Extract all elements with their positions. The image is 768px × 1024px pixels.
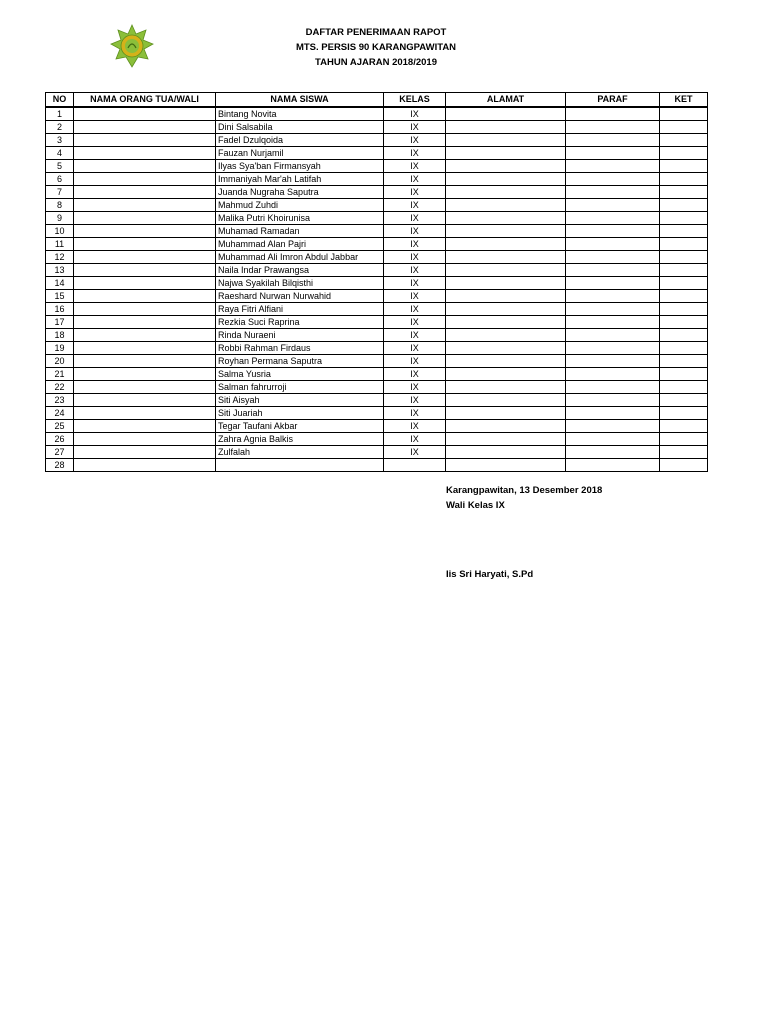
cell-student-name: Immaniyah Mar'ah Latifah: [216, 173, 384, 186]
cell-class: IX: [384, 303, 446, 316]
cell-parent-name: [74, 329, 216, 342]
cell-no: 19: [46, 342, 74, 355]
table-row: [46, 355, 708, 368]
cell-no: 18: [46, 329, 74, 342]
cell-signature: [566, 212, 660, 225]
cell-no: 12: [46, 251, 74, 264]
cell-no: 7: [46, 186, 74, 199]
cell-notes: [660, 290, 708, 303]
cell-parent-name: [74, 107, 216, 121]
cell-class: IX: [384, 173, 446, 186]
cell-signature: [566, 446, 660, 459]
cell-student-name: Tegar Taufani Akbar: [216, 420, 384, 433]
cell-student-name: Rinda Nuraeni: [216, 329, 384, 342]
cell-address: [446, 251, 566, 264]
cell-no: 5: [46, 160, 74, 173]
cell-notes: [660, 368, 708, 381]
cell-signature: [566, 186, 660, 199]
cell-signature: [566, 303, 660, 316]
cell-parent-name: [74, 394, 216, 407]
table-row: [46, 368, 708, 381]
cell-class: IX: [384, 290, 446, 303]
table-row: [46, 420, 708, 433]
cell-no: 26: [46, 433, 74, 446]
cell-class: IX: [384, 446, 446, 459]
cell-student-name: [216, 459, 384, 472]
cell-no: 17: [46, 316, 74, 329]
cell-class: IX: [384, 199, 446, 212]
cell-class: IX: [384, 147, 446, 160]
cell-no: 3: [46, 134, 74, 147]
cell-student-name: Royhan Permana Saputra: [216, 355, 384, 368]
cell-no: 4: [46, 147, 74, 160]
cell-address: [446, 355, 566, 368]
cell-address: [446, 407, 566, 420]
cell-no: 11: [46, 238, 74, 251]
column-header-no: NO: [46, 93, 74, 108]
cell-parent-name: [74, 303, 216, 316]
cell-class: [384, 459, 446, 472]
cell-parent-name: [74, 121, 216, 134]
table-row: [46, 107, 708, 121]
column-header-parent: NAMA ORANG TUA/WALI: [74, 93, 216, 108]
cell-student-name: Fadel Dzulqoida: [216, 134, 384, 147]
cell-class: IX: [384, 225, 446, 238]
cell-parent-name: [74, 186, 216, 199]
signature-name: Iis Sri Haryati, S.Pd: [446, 569, 534, 580]
cell-parent-name: [74, 316, 216, 329]
cell-student-name: Fauzan Nurjamil: [216, 147, 384, 160]
cell-parent-name: [74, 238, 216, 251]
cell-no: 23: [46, 394, 74, 407]
cell-no: 2: [46, 121, 74, 134]
cell-no: 10: [46, 225, 74, 238]
column-header-signature: PARAF: [566, 93, 660, 108]
cell-parent-name: [74, 446, 216, 459]
cell-parent-name: [74, 264, 216, 277]
cell-class: IX: [384, 433, 446, 446]
cell-no: 6: [46, 173, 74, 186]
cell-parent-name: [74, 160, 216, 173]
column-header-notes: KET: [660, 93, 708, 108]
cell-no: 28: [46, 459, 74, 472]
cell-student-name: Muhammad Alan Pajri: [216, 238, 384, 251]
cell-signature: [566, 368, 660, 381]
column-header-student: NAMA SISWA: [216, 93, 384, 108]
cell-class: IX: [384, 316, 446, 329]
cell-notes: [660, 394, 708, 407]
cell-address: [446, 368, 566, 381]
cell-class: IX: [384, 134, 446, 147]
cell-class: IX: [384, 121, 446, 134]
cell-notes: [660, 329, 708, 342]
table-row: [46, 446, 708, 459]
cell-signature: [566, 355, 660, 368]
table-row: [46, 173, 708, 186]
cell-class: IX: [384, 394, 446, 407]
cell-address: [446, 433, 566, 446]
table-row: [46, 459, 708, 472]
cell-notes: [660, 121, 708, 134]
cell-student-name: Robbi Rahman Firdaus: [216, 342, 384, 355]
cell-address: [446, 316, 566, 329]
cell-parent-name: [74, 290, 216, 303]
cell-address: [446, 394, 566, 407]
document-header: [276, 25, 476, 70]
table-row: [46, 199, 708, 212]
cell-student-name: Zulfalah: [216, 446, 384, 459]
table-row: [46, 238, 708, 251]
cell-no: 20: [46, 355, 74, 368]
cell-student-name: Najwa Syakilah Bilqisthi: [216, 277, 384, 290]
cell-parent-name: [74, 342, 216, 355]
cell-no: 16: [46, 303, 74, 316]
cell-address: [446, 264, 566, 277]
cell-notes: [660, 212, 708, 225]
cell-class: IX: [384, 277, 446, 290]
cell-no: 24: [46, 407, 74, 420]
cell-notes: [660, 160, 708, 173]
cell-notes: [660, 381, 708, 394]
cell-no: 9: [46, 212, 74, 225]
cell-student-name: Dini Salsabila: [216, 121, 384, 134]
cell-address: [446, 446, 566, 459]
cell-signature: [566, 173, 660, 186]
cell-class: IX: [384, 368, 446, 381]
cell-notes: [660, 420, 708, 433]
cell-notes: [660, 238, 708, 251]
cell-address: [446, 160, 566, 173]
cell-student-name: Bintang Novita: [216, 107, 384, 121]
cell-student-name: Salman fahrurroji: [216, 381, 384, 394]
cell-parent-name: [74, 433, 216, 446]
cell-parent-name: [74, 212, 216, 225]
cell-parent-name: [74, 277, 216, 290]
cell-address: [446, 225, 566, 238]
cell-notes: [660, 186, 708, 199]
table-row: [46, 381, 708, 394]
cell-parent-name: [74, 381, 216, 394]
cell-address: [446, 381, 566, 394]
cell-notes: [660, 355, 708, 368]
school-name: MTS. PERSIS 90 KARANGPAWITAN: [295, 42, 457, 53]
cell-address: [446, 290, 566, 303]
cell-student-name: Salma Yusria: [216, 368, 384, 381]
cell-class: IX: [384, 264, 446, 277]
cell-student-name: Raya Fitri Alfiani: [216, 303, 384, 316]
cell-signature: [566, 381, 660, 394]
cell-notes: [660, 173, 708, 186]
cell-address: [446, 134, 566, 147]
cell-parent-name: [74, 173, 216, 186]
cell-address: [446, 420, 566, 433]
cell-address: [446, 238, 566, 251]
cell-signature: [566, 277, 660, 290]
cell-notes: [660, 134, 708, 147]
cell-signature: [566, 342, 660, 355]
table-row: [46, 329, 708, 342]
cell-class: IX: [384, 186, 446, 199]
cell-class: IX: [384, 107, 446, 121]
cell-signature: [566, 316, 660, 329]
cell-notes: [660, 225, 708, 238]
cell-class: IX: [384, 212, 446, 225]
report-receipt-table: [45, 92, 708, 472]
cell-student-name: Malika Putri Khoirunisa: [216, 212, 384, 225]
signature-place-date: Karangpawitan, 13 Desember 2018: [446, 485, 603, 496]
cell-notes: [660, 316, 708, 329]
cell-class: IX: [384, 420, 446, 433]
table-row: [46, 147, 708, 160]
cell-signature: [566, 225, 660, 238]
signature-role: Wali Kelas IX: [446, 500, 505, 511]
table-row: [46, 290, 708, 303]
cell-parent-name: [74, 368, 216, 381]
column-header-class: KELAS: [384, 93, 446, 108]
cell-no: 27: [46, 446, 74, 459]
table-row: [46, 264, 708, 277]
cell-class: IX: [384, 160, 446, 173]
cell-notes: [660, 303, 708, 316]
cell-parent-name: [74, 251, 216, 264]
table-row: [46, 186, 708, 199]
cell-class: IX: [384, 342, 446, 355]
cell-class: IX: [384, 238, 446, 251]
cell-no: 21: [46, 368, 74, 381]
cell-signature: [566, 160, 660, 173]
cell-notes: [660, 407, 708, 420]
academic-year: TAHUN AJARAN 2018/2019: [315, 57, 437, 68]
cell-signature: [566, 147, 660, 160]
cell-notes: [660, 433, 708, 446]
table-row: [46, 212, 708, 225]
cell-student-name: Mahmud Zuhdi: [216, 199, 384, 212]
cell-parent-name: [74, 147, 216, 160]
table-row: [46, 394, 708, 407]
cell-signature: [566, 394, 660, 407]
cell-signature: [566, 199, 660, 212]
table-row: [46, 251, 708, 264]
table-row: [46, 160, 708, 173]
table-row: [46, 134, 708, 147]
cell-address: [446, 186, 566, 199]
cell-address: [446, 277, 566, 290]
cell-notes: [660, 459, 708, 472]
cell-parent-name: [74, 459, 216, 472]
table-row: [46, 342, 708, 355]
cell-signature: [566, 459, 660, 472]
cell-no: 13: [46, 264, 74, 277]
cell-address: [446, 147, 566, 160]
table-body: [46, 107, 708, 472]
table-row: [46, 277, 708, 290]
cell-notes: [660, 199, 708, 212]
cell-no: 25: [46, 420, 74, 433]
cell-student-name: Muhamad Ramadan: [216, 225, 384, 238]
cell-no: 8: [46, 199, 74, 212]
cell-class: IX: [384, 251, 446, 264]
cell-notes: [660, 342, 708, 355]
cell-address: [446, 173, 566, 186]
cell-no: 22: [46, 381, 74, 394]
cell-student-name: Naila Indar Prawangsa: [216, 264, 384, 277]
table-row: [46, 316, 708, 329]
table-row: [46, 303, 708, 316]
cell-student-name: Rezkia Suci Raprina: [216, 316, 384, 329]
cell-notes: [660, 446, 708, 459]
cell-address: [446, 107, 566, 121]
cell-signature: [566, 290, 660, 303]
cell-no: 15: [46, 290, 74, 303]
cell-notes: [660, 147, 708, 160]
cell-parent-name: [74, 420, 216, 433]
cell-class: IX: [384, 355, 446, 368]
cell-parent-name: [74, 225, 216, 238]
cell-signature: [566, 329, 660, 342]
cell-signature: [566, 433, 660, 446]
cell-signature: [566, 264, 660, 277]
cell-signature: [566, 407, 660, 420]
cell-student-name: Siti Aisyah: [216, 394, 384, 407]
school-emblem-icon: [110, 24, 154, 68]
cell-notes: [660, 277, 708, 290]
cell-address: [446, 459, 566, 472]
cell-notes: [660, 107, 708, 121]
cell-address: [446, 342, 566, 355]
cell-signature: [566, 420, 660, 433]
cell-parent-name: [74, 355, 216, 368]
cell-signature: [566, 121, 660, 134]
cell-class: IX: [384, 381, 446, 394]
cell-address: [446, 121, 566, 134]
cell-no: 1: [46, 107, 74, 121]
cell-student-name: Siti Juariah: [216, 407, 384, 420]
cell-student-name: Raeshard Nurwan Nurwahid: [216, 290, 384, 303]
cell-signature: [566, 107, 660, 121]
table-header-row: [46, 93, 708, 108]
cell-student-name: Zahra Agnia Balkis: [216, 433, 384, 446]
table-row: [46, 225, 708, 238]
table-row: [46, 407, 708, 420]
cell-address: [446, 212, 566, 225]
cell-student-name: Muhammad Ali Imron Abdul Jabbar: [216, 251, 384, 264]
cell-address: [446, 199, 566, 212]
cell-student-name: Ilyas Sya'ban Firmansyah: [216, 160, 384, 173]
cell-signature: [566, 134, 660, 147]
cell-notes: [660, 264, 708, 277]
cell-parent-name: [74, 407, 216, 420]
column-header-address: ALAMAT: [446, 93, 566, 108]
cell-parent-name: [74, 199, 216, 212]
cell-class: IX: [384, 407, 446, 420]
cell-notes: [660, 251, 708, 264]
cell-signature: [566, 238, 660, 251]
cell-parent-name: [74, 134, 216, 147]
cell-address: [446, 303, 566, 316]
cell-student-name: Juanda Nugraha Saputra: [216, 186, 384, 199]
table-row: [46, 433, 708, 446]
document-title: DAFTAR PENERIMAAN RAPOT: [305, 27, 447, 38]
table-row: [46, 121, 708, 134]
cell-no: 14: [46, 277, 74, 290]
cell-address: [446, 329, 566, 342]
cell-signature: [566, 251, 660, 264]
cell-class: IX: [384, 329, 446, 342]
